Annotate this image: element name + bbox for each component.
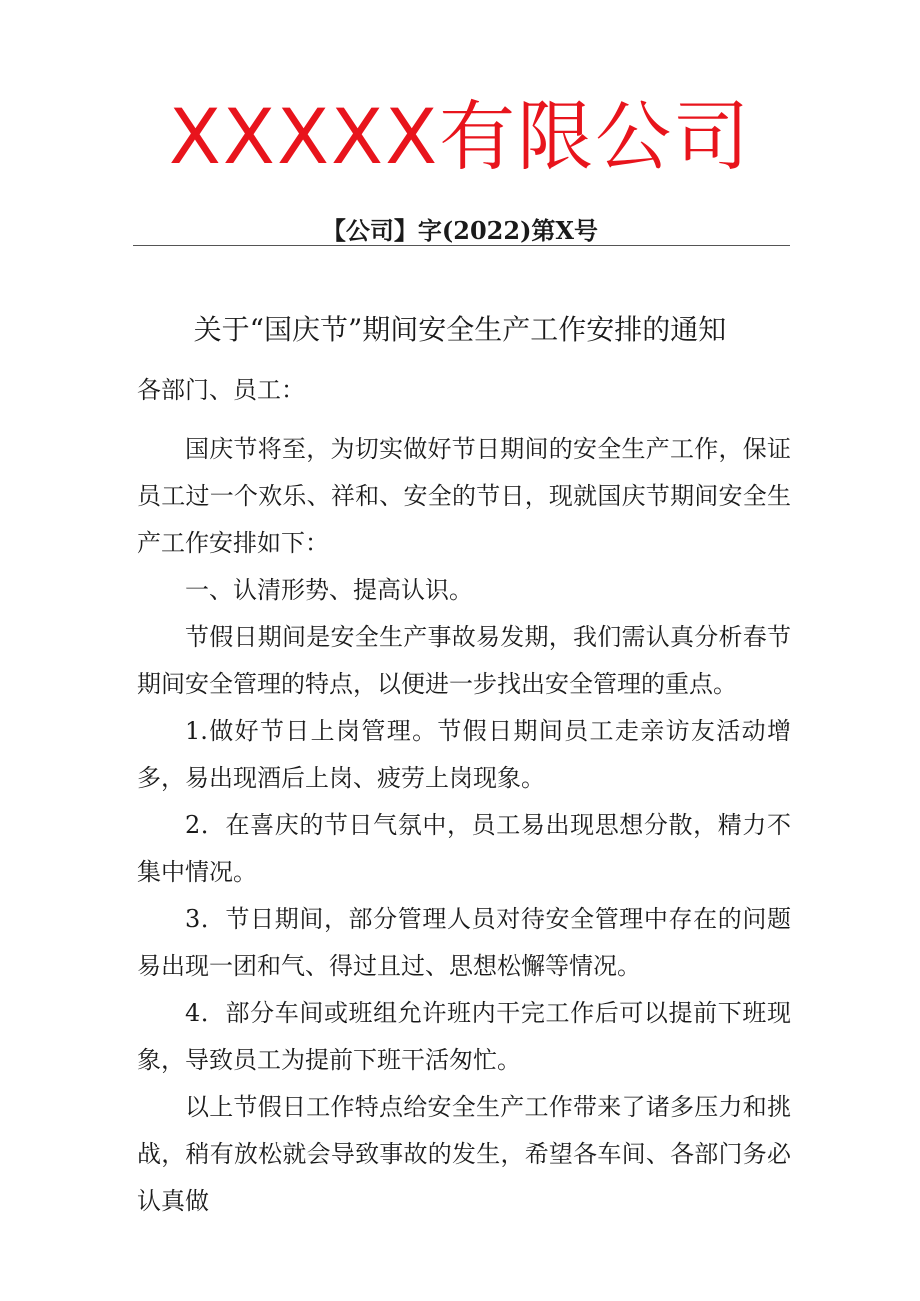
notice-title: 关于“国庆节”期间安全生产工作安排的通知 bbox=[193, 313, 727, 346]
header-divider bbox=[133, 245, 790, 246]
organization-title: XXXXX有限公司 bbox=[168, 92, 752, 181]
paragraph: 国庆节将至，为切实做好节日期间的安全生产工作，保证员工过一个欢乐、祥和、安全的节日，现就国庆节期间安全生产工作安排如下： bbox=[137, 435, 791, 557]
salutation: 各部门、员工： bbox=[137, 376, 305, 404]
paragraph: 2．在喜庆的节日气氛中，员工易出现思想分散，精力不集中情况。 bbox=[137, 811, 791, 886]
paragraph: 节假日期间是安全生产事故易发期，我们需认真分析春节期间安全管理的特点，以便进一步找出安全管理的重点。 bbox=[137, 623, 791, 698]
document-number: 【公司】字(2022)第X号 bbox=[321, 216, 599, 245]
notice-body bbox=[137, 426, 791, 1225]
paragraph: 1.做好节日上岗管理。节假日期间员工走亲访友活动增多，易出现酒后上岗、疲劳上岗现象。 bbox=[137, 717, 791, 792]
paragraph: 以上节假日工作特点给安全生产工作带来了诸多压力和挑战，稍有放松就会导致事故的发生，希望各车间、各部门务必认真做 bbox=[137, 1093, 791, 1215]
paragraph: 4．部分车间或班组允许班内干完工作后可以提前下班现象，导致员工为提前下班干活匆忙。 bbox=[137, 999, 791, 1074]
paragraph: 3．节日期间，部分管理人员对待安全管理中存在的问题易出现一团和气、得过且过、思想松懈等情况。 bbox=[137, 905, 791, 980]
paragraph: 一、认清形势、提高认识。 bbox=[185, 576, 473, 604]
